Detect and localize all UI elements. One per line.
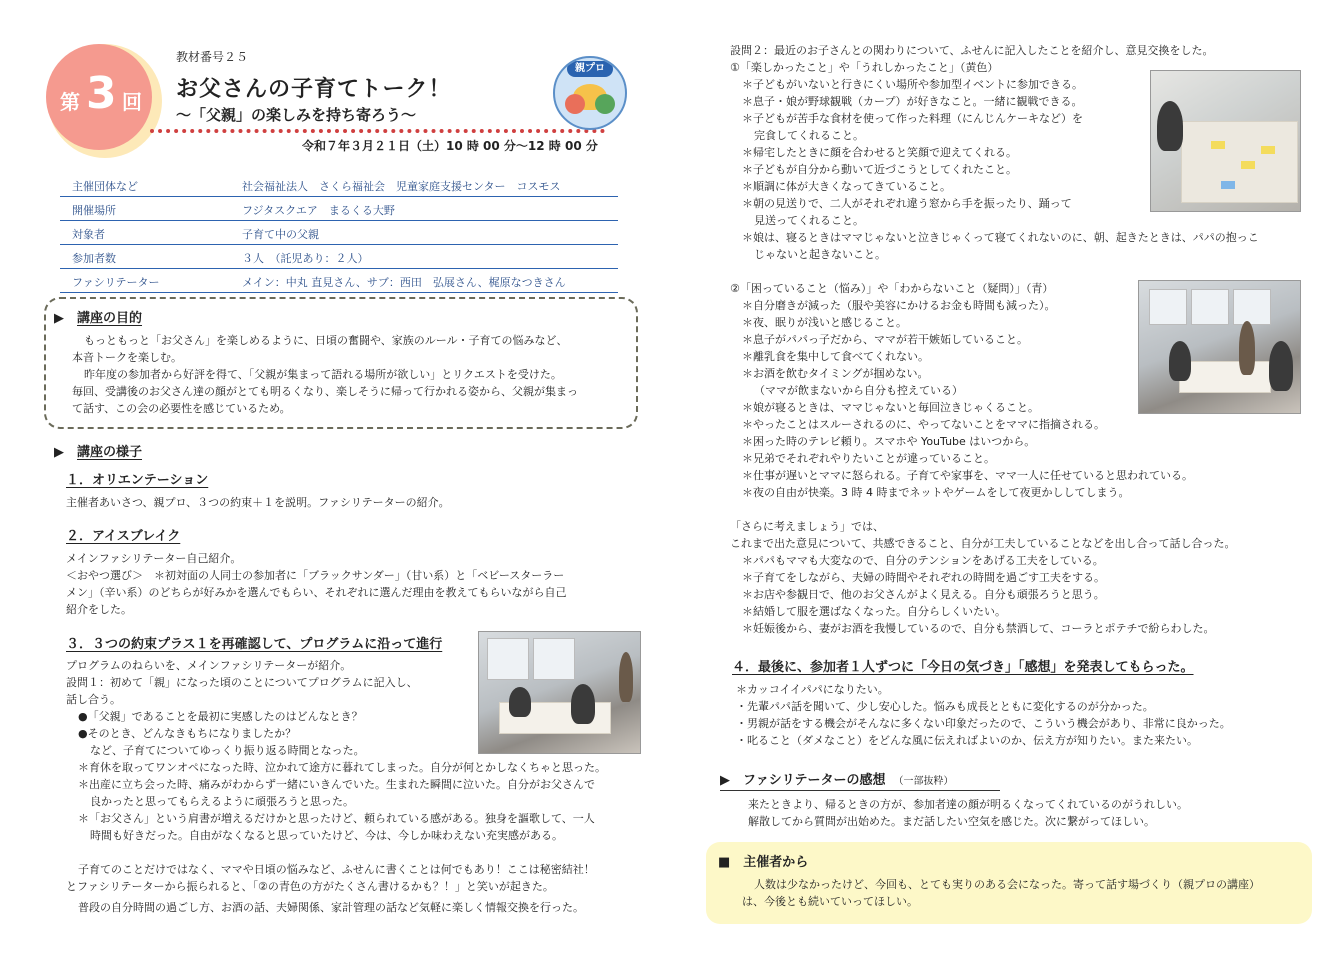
section3-line: ●そのとき、どんなきもちになりましたか？ <box>78 727 297 740</box>
page-subtitle: ～「父親」の楽しみを持ち寄ろう～ <box>176 106 417 124</box>
blue-line: ②「困っていること（悩み）」や「わからないこと（疑問）」（青） <box>730 282 1054 295</box>
section3-line: ＊「お父さん」という肩書が増えるだけかと思ったけど、頼られている感がある。独身を謳歌して、一人 <box>78 812 595 825</box>
section2-heading: ２．アイスブレイク <box>66 529 181 544</box>
blue-line: ＊自分磨きが減った（服や美容にかけるお金も時間も減った）。 <box>742 299 1056 312</box>
section3-line: 設問１：初めて「親」になった頃のことについてプログラムに記入し、 <box>66 676 418 689</box>
state-heading: ▶ 講座の様子 <box>54 445 143 460</box>
further-line: ＊子育てをしながら、夫婦の時間やそれぞれの時間を過ごす工夫をする。 <box>742 571 1105 584</box>
purpose-line: 毎回、受講後のお父さん達の顔がとても明るくなり、楽しそうに帰って行かれる姿から、父親が集まっ <box>72 385 578 398</box>
blue-line: ＊仕事が遅いとママに怒られる。子育てや家事を、ママ一人に任せていると思われている。 <box>742 469 1193 482</box>
section4-line: ＊カッコイイパパになりたい。 <box>736 683 889 696</box>
state-heading-text: 講座の様子 <box>77 445 143 460</box>
info-value: メイン：中丸 直見さん、サブ：西田 弘展さん、梶原なつきさん <box>242 276 566 289</box>
yellow-line: ＊娘は、寝るときはママじゃないと泣きじゃくって寝てくれないのに、朝、起きたときは、パパの抱っこ <box>742 231 1259 244</box>
further-line: ＊お店や参観日で、他のお父さんがよく見える。自分も頑張ろうと思う。 <box>742 588 1105 601</box>
purpose-line: て話す、この会の必要性を感じているため。 <box>72 402 291 415</box>
section3-line: ＊出産に立ち会った時、痛みがわからず一緒にいきんでいた。生まれた瞬間に泣いた。自分がお父さんで <box>78 778 595 791</box>
page-title: お父さんの子育てトーク！ <box>176 77 452 102</box>
yellow-line: ＊息子・娘が野球観戦（カープ）が好きなこと。一緒に観戦できる。 <box>742 95 1083 108</box>
host-line: は、今後とも続いていってほしい。 <box>742 895 918 908</box>
purpose-line: 昨年度の参加者から好評を得て、「父親が集まって語れる場所が欲しい」とリクエストを受けた。 <box>84 368 562 381</box>
section3-line: プログラムのねらいを、メインファシリテーターが紹介。 <box>66 659 352 672</box>
facilitator-line: 解散してから質問が出始めた。まだ話したい空気を感じた。次に繋がってほしい。 <box>748 815 1155 828</box>
purpose-line: もっともっと「お父さん」を楽しめるように、日頃の奮闘や、家族のルール・子育ての悩みなど、 <box>84 334 568 347</box>
yellow-line: ＊順調に体が大きくなってきていること。 <box>742 180 951 193</box>
info-value: フジタスクエア まるくる大野 <box>242 204 395 217</box>
info-key: 参加者数 <box>72 252 116 265</box>
section4-line: ・叱ること（ダメなこと）をどんな風に伝えればよいのか、伝え方が知りたい。また来たい。 <box>736 734 1198 747</box>
info-row-organizer <box>60 172 618 197</box>
section3-line: 話し合う。 <box>66 693 121 706</box>
info-value: ３人 （託児あり：２人） <box>242 252 369 265</box>
further-line: ＊妊娠後から、妻がお酒を我慢しているので、自分も禁酒して、コーラとポテチで紛らわした。 <box>742 622 1215 635</box>
material-number: 教材番号２５ <box>176 50 249 64</box>
section1-heading: １．オリエンテーション <box>66 473 209 488</box>
section3-line: 子育てのことだけではなく、ママや日頃の悩みなど、ふせんに書くことは何でもあり！ここは秘密結社！ <box>78 863 595 876</box>
section2-line: メインファシリテーター自己紹介。 <box>66 552 242 565</box>
section3-line: ＊育休を取ってワンオペになった時、泣かれて途方に暮れてしまった。自分が何とかしなくちゃと思った。 <box>78 761 606 774</box>
yellow-line: ＊子どもがいないと行きにくい場所や参加型イベントに参加できる。 <box>742 78 1083 91</box>
info-row-facilitator <box>60 268 618 293</box>
info-key: 主催団体など <box>72 180 138 193</box>
purpose-heading: ▶ 講座の目的 <box>54 311 143 326</box>
yellow-line: 見送ってくれること。 <box>754 214 864 227</box>
section4-line: ・先輩パパ話を聞いて、少し安心した。悩みも成長とともに変化するのが分かった。 <box>736 700 1154 713</box>
blue-line: ＊娘が寝るときは、ママじゃないと毎回泣きじゃくること。 <box>742 401 1039 414</box>
section3-line: 時間も好きだった。自由がなくなると思っていたけど、今は、今しか味わえない充実感がある。 <box>90 829 563 842</box>
logo-figure-left <box>565 94 585 114</box>
further-line: 「さらに考えましょう」では、 <box>730 520 884 533</box>
section2-line: メン」（辛い系）のどちらが好みかを選んでもらい、それぞれに選んだ理由を教えてもらいながら自己 <box>66 586 567 599</box>
host-line: 人数は少なかったけど、今回も、とても実りのある会になった。寄って話す場づくり（親プロの講座） <box>754 878 1260 891</box>
info-key: ファシリテーター <box>72 276 160 289</box>
workshop-photo-2 <box>1150 70 1301 212</box>
event-date: 令和７年３月２１日（土）10 時 00 分～12 時 00 分 <box>302 139 598 153</box>
yellow-line: ＊子どもが自分から動いて近づこうとしてくれたこと。 <box>742 163 1017 176</box>
section3-line: 良かったと思ってもらえるように頑張ろうと思った。 <box>90 795 354 808</box>
logo-text: 親プロ <box>567 61 613 77</box>
host-heading-text: 主催者から <box>743 855 809 870</box>
yellow-line: ＊帰宅したときに顔を合わせると笑顔で迎えてくれる。 <box>742 146 1017 159</box>
q2-line: 設問２：最近のお子さんとの関わりについて、ふせんに記入したことを紹介し、意見交換をした。 <box>730 44 1214 57</box>
badge-dai: 第 <box>60 90 80 114</box>
section3-line: とファシリテーターから振られると、「②の青色の方がたくさん書けるかも？！」と笑いが起きた。 <box>66 880 554 893</box>
dotted-divider <box>150 129 605 133</box>
section4-line: ・男親が話をする機会がそんなに多くない印象だったので、こういう機会があり、非常に良かった。 <box>736 717 1231 730</box>
blue-line: ＊兄弟でそれぞれやりたいことが違っていること。 <box>742 452 995 465</box>
blue-line: （ママが飲まないから自分も控えている） <box>754 384 963 397</box>
info-row-venue <box>60 196 618 221</box>
further-line: これまで出た意見について、共感できること、自分が工夫していることなどを出し合って話し合った。 <box>730 537 1236 550</box>
yellow-line: ①「楽しかったこと」や「うれしかったこと」（黄色） <box>730 61 999 74</box>
yellow-line: ＊子どもが苦手な食材を使って作った料理（にんじんケーキなど）を <box>742 112 1083 125</box>
blue-line: ＊離乳食を集中して食べてくれない。 <box>742 350 929 363</box>
section2-line: ＜おやつ選び＞ ＊初対面の人同士の参加者に「ブラックサンダー」（甘い系）と「ベビースターラー <box>66 569 565 582</box>
section3-line: など、子育てについてゆっくり振り返る時間となった。 <box>90 744 365 757</box>
section1-line: 主催者あいさつ、親プロ、３つの約束＋１を説明。ファシリテーターの紹介。 <box>66 496 450 509</box>
further-line: ＊結婚して服を選ばなくなった。自分らしくいたい。 <box>742 605 1006 618</box>
info-value: 子育て中の父親 <box>242 228 319 241</box>
info-key: 開催場所 <box>72 204 116 217</box>
workshop-photo-3 <box>1138 280 1301 414</box>
blue-line: ＊夜、眠りが浅いと感じること。 <box>742 316 907 329</box>
logo-figure-right <box>595 94 615 114</box>
section3-line: 普段の自分時間の過ごし方、お酒の話、夫婦関係、家計管理の話など気軽に楽しく情報交換を行った。 <box>78 901 584 914</box>
purpose-heading-text: 講座の目的 <box>77 311 143 326</box>
info-key: 対象者 <box>72 228 105 241</box>
badge-number: 3 <box>86 68 117 119</box>
section3-heading: ３．３つの約束プラス１を再確認して、プログラムに沿って進行 <box>66 637 443 652</box>
blue-line: ＊やったことはスルーされるのに、やってないことをママに指摘される。 <box>742 418 1105 431</box>
session-badge <box>46 44 152 150</box>
info-row-target <box>60 220 618 245</box>
yellow-line: じゃないと起きないこと。 <box>754 248 886 261</box>
facilitator-heading-text: ファシリテーターの感想 <box>743 773 886 788</box>
blue-line: ＊困った時のテレビ頼り。スマホや YouTube はいつから。 <box>742 435 1036 448</box>
section2-line: 紹介をした。 <box>66 603 132 616</box>
further-line: ＊パパもママも大変なので、自分のテンションをあげる工夫をしている。 <box>742 554 1104 567</box>
info-value: 社会福祉法人 さくら福祉会 児童家庭支援センター コスモス <box>242 180 561 193</box>
blue-line: ＊お酒を飲むタイミングが掴めない。 <box>742 367 929 380</box>
badge-kai: 回 <box>122 90 142 114</box>
info-row-participants <box>60 244 618 269</box>
blue-line: ＊息子がパパっ子だから、ママが若干嫉妬していること。 <box>742 333 1028 346</box>
oyapro-logo <box>553 56 627 130</box>
yellow-line: ＊朝の見送りで、二人がそれぞれ違う窓から手を振ったり、踊って <box>742 197 1072 210</box>
facilitator-heading: ▶ ファシリテーターの感想 （一部抜粋） <box>720 769 1000 791</box>
section4-heading: ４．最後に、参加者１人ずつに「今日の気づき」「感想」を発表してもらった。 <box>732 660 1194 675</box>
yellow-line: 完食してくれること。 <box>754 129 864 142</box>
workshop-photo-1 <box>478 631 641 754</box>
blue-line: ＊夜の自由が快楽。3 時 4 時までネットやゲームをして夜更かししてしまう。 <box>742 486 1130 499</box>
purpose-line: 本音トークを楽しむ。 <box>72 351 182 364</box>
section3-line: ●「父親」であることを最初に実感したのはどんなとき？ <box>78 710 363 723</box>
facilitator-line: 来たときより、帰るときの方が、参加者達の顔が明るくなってくれているのがうれしい。 <box>748 798 1188 811</box>
facilitator-heading-note: （一部抜粋） <box>898 776 954 787</box>
host-heading: ■ 主催者から <box>718 855 809 870</box>
